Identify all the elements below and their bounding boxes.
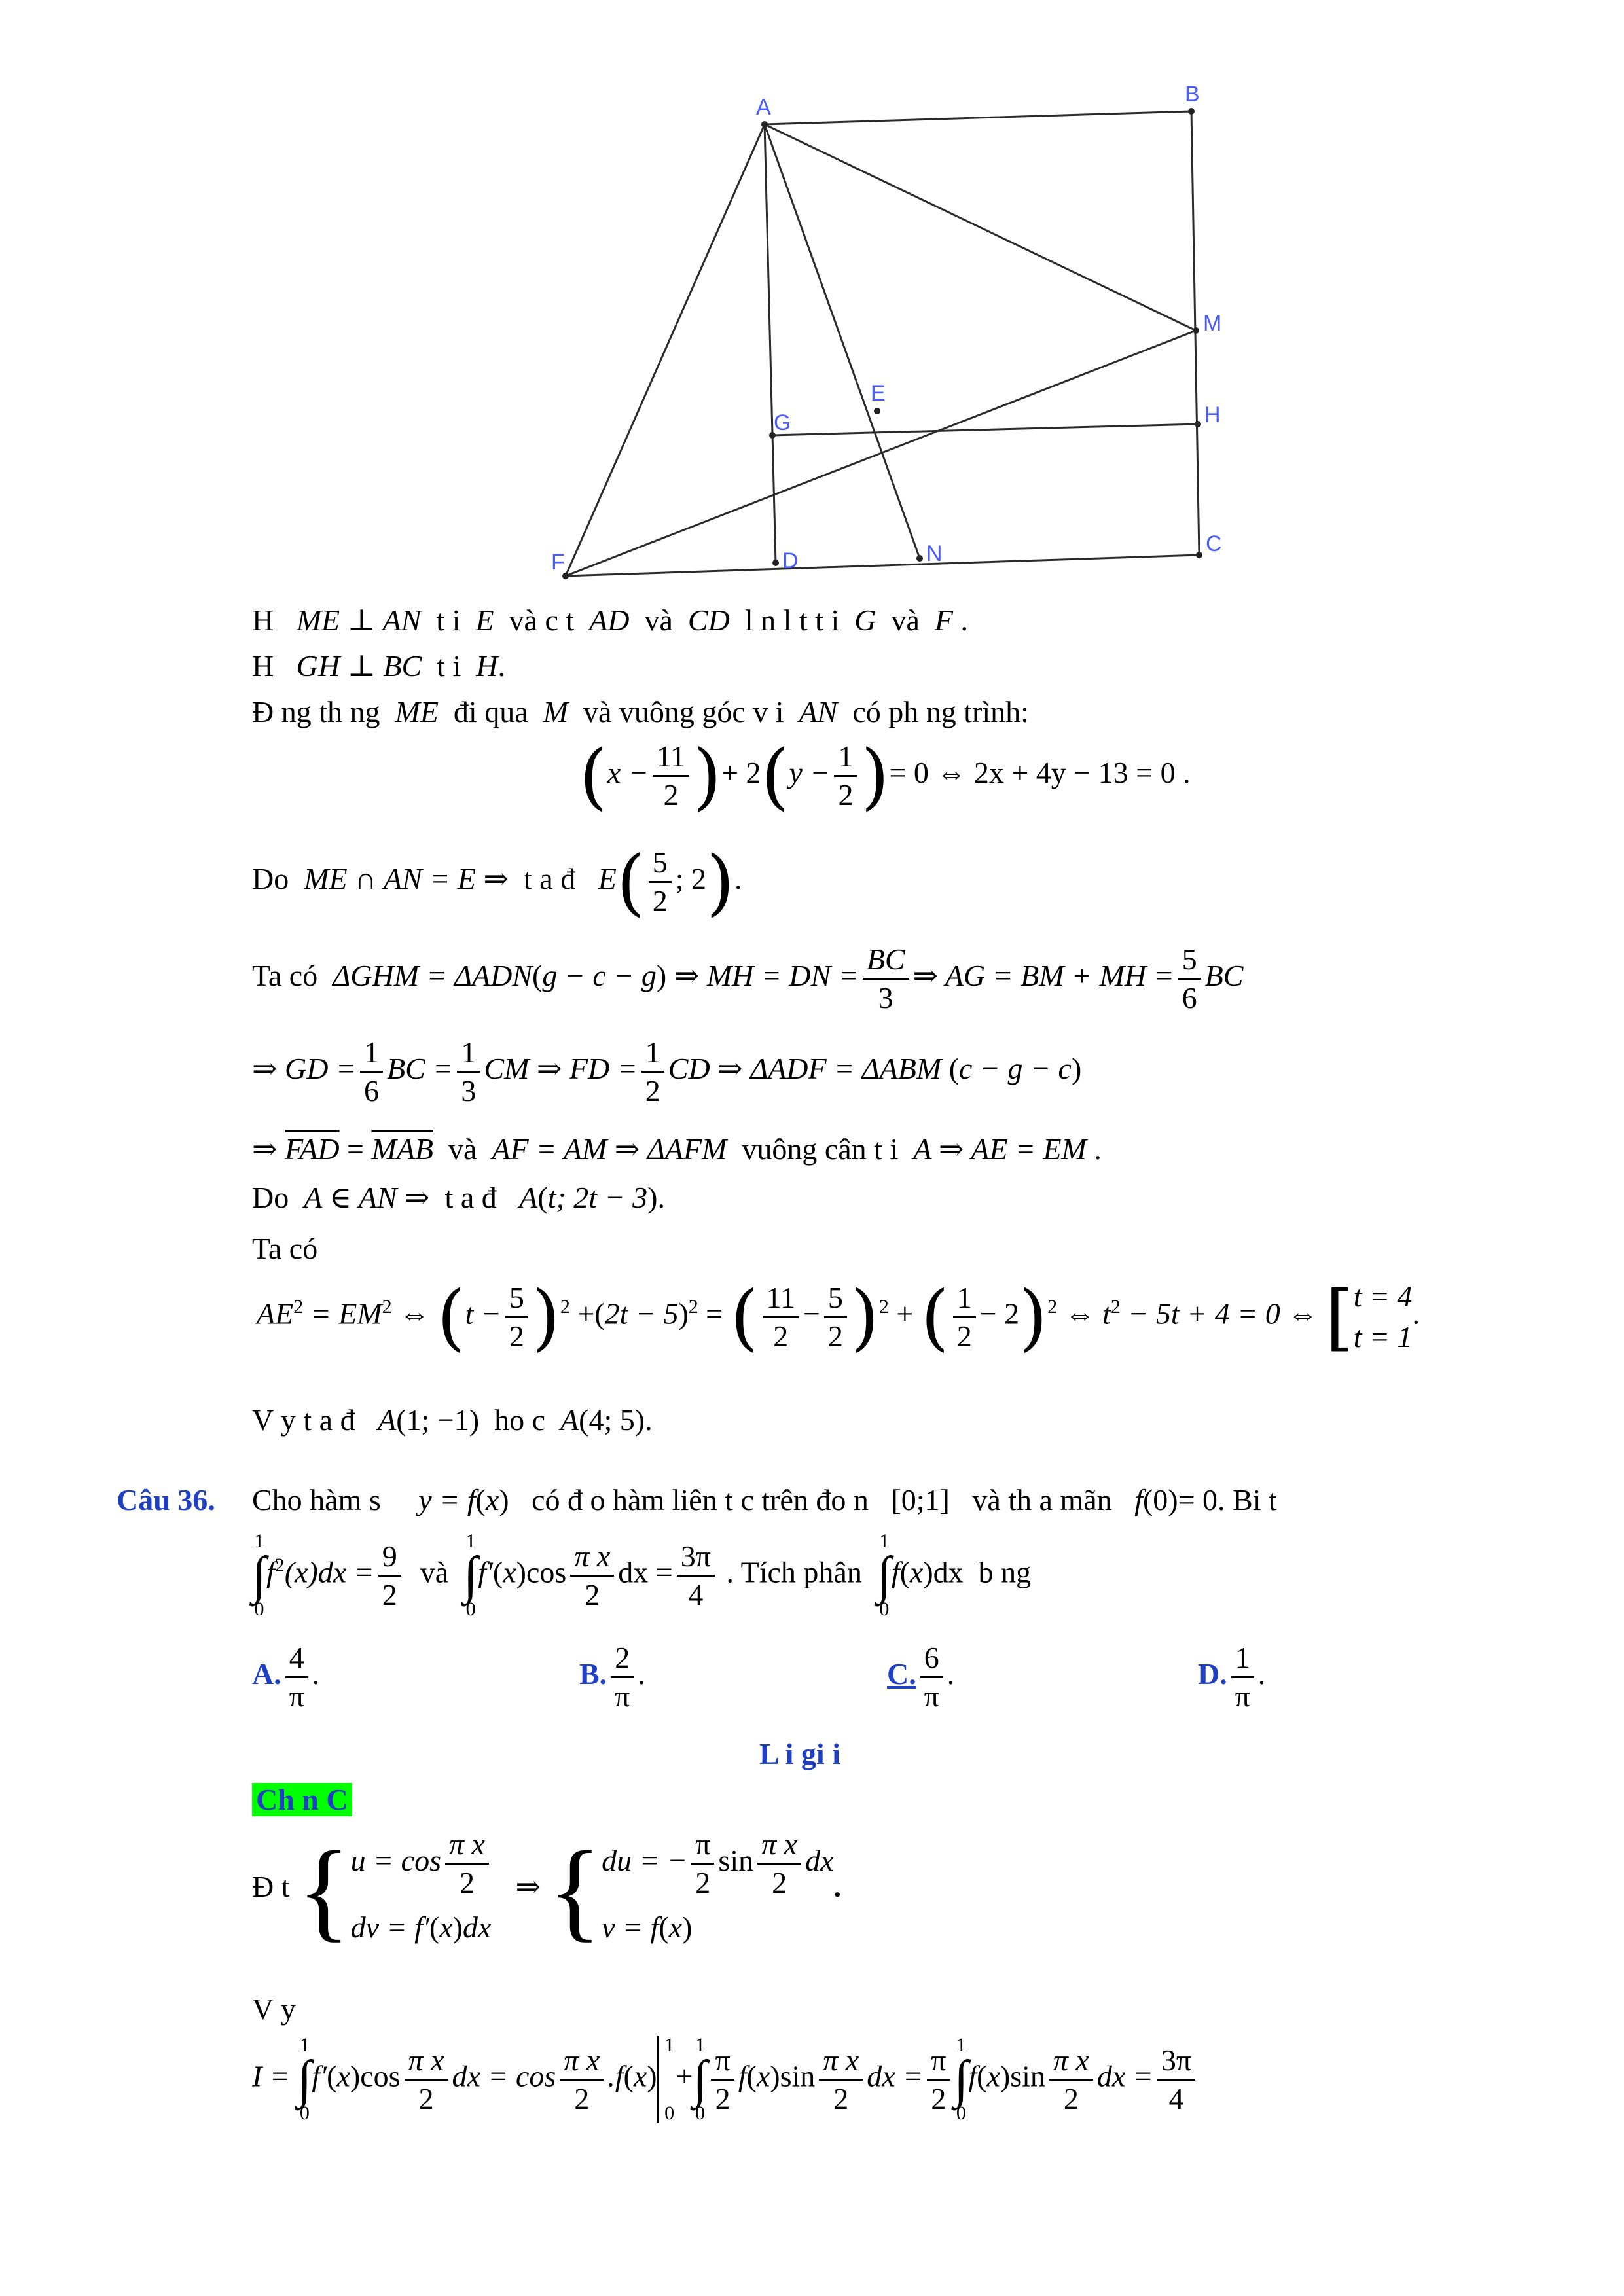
question-label: Câu 36. [117, 1483, 215, 1516]
text: Đ ng th ng [252, 695, 380, 728]
solution-line-7 [252, 1130, 1102, 1169]
math: du = − [602, 1844, 688, 1878]
math: AE [257, 1297, 294, 1331]
lower-limit: 0 [956, 2102, 966, 2124]
text: và [891, 603, 920, 637]
sup: 2 [293, 1296, 304, 1318]
root-1: t = 4 [1353, 1280, 1413, 1313]
math: dx = [867, 2059, 924, 2093]
solution-line-4: Do ME ∩ AN = E ⇒ t a đ E( $\frac{5}{2}$ ; 2). [252, 840, 742, 924]
num: 9 [378, 1538, 401, 1577]
den: 2 [827, 1319, 843, 1353]
num: 1 [1231, 1640, 1254, 1678]
den: 2 [931, 2081, 947, 2115]
label-c: C [1206, 531, 1222, 556]
math: t − [465, 1297, 501, 1331]
den: 6 [1182, 981, 1197, 1014]
den: π [1235, 1679, 1250, 1713]
option-d[interactable] [1198, 1640, 1265, 1715]
text: . [312, 1657, 320, 1691]
math: A [560, 1403, 579, 1437]
math: x [503, 1555, 516, 1589]
lower-limit: 0 [465, 1598, 476, 1620]
sup: 2 [382, 1296, 392, 1318]
answer-highlight: Ch n C [252, 1783, 352, 1816]
math: H [476, 649, 498, 683]
num: 5 [824, 1280, 847, 1318]
math: dx [933, 1555, 964, 1589]
math: 2t − 5 [604, 1297, 679, 1331]
math: E [475, 603, 494, 637]
text: . [1412, 1297, 1420, 1331]
text: và [448, 1132, 477, 1166]
math: = [706, 1297, 723, 1331]
math: AF = AM ⇒ ΔAFM [492, 1132, 727, 1166]
math: g − c − g [542, 959, 657, 993]
sup: 2 [688, 1296, 698, 1318]
text: b ng [978, 1555, 1032, 1589]
option-key: C. [887, 1657, 916, 1691]
math: + [577, 1297, 595, 1331]
math: 0 [1153, 1483, 1168, 1516]
math: F [934, 603, 953, 637]
math: sin [718, 1844, 754, 1878]
option-b[interactable] [579, 1640, 645, 1715]
text: l n l t t i [744, 603, 840, 637]
math: x [986, 2059, 1000, 2093]
segment-af [566, 124, 765, 576]
math: = 0. Bi t [1178, 1483, 1277, 1516]
question-line-2: 1 ∫ 0 $f^2(x)dx$ = $\frac{9}{2}$ và 1 ∫ 0 f′(x)cos $\frac{\text{π x}}{2}$ dx = $\frac{3\pi}{4}$ . Tích phân 1 ∫ 0 f(x)dx b ng [252, 1530, 1032, 1620]
num: 1 [360, 1034, 383, 1073]
num: 11 [653, 738, 689, 777]
den: 2 [773, 1319, 789, 1353]
text: . [1257, 1657, 1266, 1691]
segment-gh [772, 424, 1198, 435]
text: t a đ [524, 862, 576, 896]
text: . [833, 1870, 841, 1904]
math: CM ⇒ FD = [484, 1052, 638, 1086]
math: + [676, 2059, 693, 2093]
den: 2 [772, 1866, 787, 1899]
text: và vuông góc v i [583, 695, 784, 728]
math: ⇒ GD = [252, 1052, 357, 1086]
text: . [638, 1657, 645, 1691]
den: 2 [956, 1319, 972, 1353]
solution-line-1 [252, 601, 968, 640]
num: 1 [641, 1034, 664, 1073]
sup: 2 [1110, 1296, 1121, 1318]
text: Do [252, 862, 289, 896]
den: 2 [695, 1866, 711, 1899]
den: π [289, 1679, 304, 1713]
num: π [927, 2042, 950, 2081]
math: = [347, 1132, 364, 1166]
option-a[interactable] [252, 1640, 319, 1715]
math: A ∈ AN ⇒ [304, 1181, 430, 1214]
math: f [266, 1555, 275, 1589]
math: y − [789, 756, 831, 790]
math: (x)dx = [284, 1555, 374, 1589]
angle-mab: $\overline{MAB}$ [371, 1132, 434, 1166]
math: f′ [478, 1555, 493, 1589]
den: 2 [715, 2081, 731, 2115]
math: ME ⊥ AN [296, 603, 422, 637]
segment-am [765, 124, 1196, 331]
text: V y [252, 1992, 296, 2026]
solution-line-3 [252, 692, 1029, 732]
solution-line-10: V y t a đ A(1; −1) ho c A(4; 5). [252, 1403, 653, 1437]
text: và [420, 1555, 449, 1589]
text: ho c [494, 1403, 546, 1437]
den: 2 [838, 778, 854, 812]
math: cos [360, 2059, 401, 2093]
segment-an [765, 124, 920, 558]
math: x [439, 1910, 453, 1944]
math: f [1134, 1483, 1143, 1516]
num: π x [405, 2042, 448, 2081]
math: ⇒ MH = DN = [674, 959, 859, 993]
den: 2 [459, 1866, 475, 1899]
solution-line-5: Ta có ΔGHM = ΔADN(g − c − g) ⇒ MH = DN = $\frac{BC}{3}$ ⇒ AG = BM + MH = $\frac{5}{6}$ BC [252, 941, 1243, 1016]
lower-limit: 0 [695, 2102, 706, 2124]
math: x [668, 1910, 683, 1944]
angle-fad: $\overline{FAD}$ [285, 1132, 340, 1166]
num: π [691, 1826, 714, 1865]
solution-line-8: Do A ∈ AN ⇒ t a đ A(t; 2t − 3). [252, 1181, 665, 1214]
text: . [1094, 1132, 1102, 1166]
den: 4 [1168, 2081, 1184, 2115]
math: ⇔ [399, 1297, 430, 1331]
math: A [519, 1181, 538, 1214]
den: 2 [585, 1577, 600, 1611]
math: ⇔ t [1064, 1297, 1111, 1331]
math: A ⇒ AE = EM [913, 1132, 1087, 1166]
upper-limit: 1 [695, 2034, 706, 2056]
text: Ta có [252, 1232, 318, 1265]
label-h: H [1204, 403, 1221, 427]
text: và [644, 603, 673, 637]
math: dx [463, 1910, 492, 1944]
math: AD [589, 603, 630, 637]
math: u = cos [350, 1844, 441, 1878]
substitution: Đ t { u = cos $\frac{\text{π x}}{2}$ dv = f′(x)dx ⇒ { du = − $\frac{\pi}{2}$ sin $\frac{\text{π x}}{2}$ dx v = f(x) . [252, 1827, 841, 1952]
label-n: N [926, 541, 943, 566]
text: H [252, 603, 274, 637]
math: 4; 5 [588, 1403, 635, 1437]
math: − 5t + 4 = 0 ⇔ [1128, 1297, 1318, 1331]
math: y = f [418, 1483, 476, 1516]
text: . [657, 1181, 665, 1214]
num: 3π [1157, 2042, 1195, 2081]
text: . [645, 1403, 653, 1437]
den: 2 [418, 2081, 434, 2115]
math: I = [252, 2059, 290, 2093]
solution-line-2 [252, 647, 505, 686]
math: + 2 [721, 756, 761, 790]
num: 1 [457, 1034, 480, 1073]
math: A [378, 1403, 397, 1437]
math: v = f [602, 1910, 659, 1944]
text: V y t a đ [252, 1403, 355, 1437]
label-b: B [1185, 82, 1200, 107]
num: π [711, 2042, 734, 2081]
math: dx = [618, 1555, 673, 1589]
math: .f [607, 2059, 624, 2093]
geometry-figure [537, 79, 1276, 589]
den: 2 [833, 2081, 849, 2115]
label-m: M [1203, 311, 1222, 336]
solution-line-6: ⇒ GD = $\frac{1}{6}$ BC = $\frac{1}{3}$ CM ⇒ FD = $\frac{1}{2}$ CD ⇒ ΔADF = ΔABM (c − g − c) [252, 1034, 1081, 1109]
math: ME ∩ AN = E ⇒ [304, 862, 509, 896]
den: 4 [688, 1577, 704, 1611]
sup: 2 [274, 1554, 285, 1577]
den: 3 [461, 1074, 477, 1107]
upper-limit: 1 [254, 1530, 264, 1552]
den: 2 [509, 1319, 524, 1353]
equation-me: (x − $\frac{11}{2}$ )+ 2(y − $\frac{1}{2}$ )= 0 ⇔ 2x + 4y − 13 = 0 . [579, 734, 1191, 818]
math: t; 2t − 3 [547, 1181, 648, 1214]
math: 1; −1 [406, 1403, 469, 1437]
math: ; 2 [675, 862, 707, 896]
label-f: F [551, 550, 565, 575]
den: π [924, 1679, 939, 1713]
math: M [543, 695, 568, 728]
num: 2 [611, 1640, 634, 1678]
text: vuông cân t i [742, 1132, 899, 1166]
text: t a đ [444, 1181, 497, 1214]
math: dv = f′ [350, 1910, 429, 1944]
math: 0;1 [901, 1483, 940, 1516]
text: H [252, 649, 274, 683]
option-key: A. [252, 1657, 281, 1691]
math: − 2 [979, 1297, 1020, 1331]
num: 4 [285, 1640, 308, 1678]
chosen-answer [252, 1780, 352, 1820]
segment-ab [765, 111, 1191, 124]
text: Cho hàm s [252, 1483, 381, 1516]
lower-limit: 0 [879, 1598, 890, 1620]
math: = EM [310, 1297, 382, 1331]
label-e: E [871, 381, 886, 406]
den: 2 [382, 1577, 397, 1611]
den: 2 [645, 1074, 660, 1107]
equation-ae-em: $AE^2 = EM^2$ ⇔ (t − $\frac{5}{2}$ )$^2 +(2t - 5)^2$ = ( $\frac{11}{2}$ − $\frac{5}{2}$ )$^2$ + ( $\frac{1}{2}$ − 2)$^2$ ⇔ $t^2 - 5t + 4 = 0$ ⇔ [ t = 4 t = 1 . [257, 1275, 1420, 1359]
math: AN [799, 695, 838, 728]
math: + [896, 1297, 914, 1331]
math: f [968, 2059, 977, 2093]
text: có ph ng trình: [852, 695, 1029, 728]
text: có đ o hàm liên t c trên đo n [532, 1483, 869, 1516]
math: GH ⊥ BC [296, 649, 422, 683]
num: BC [863, 941, 909, 980]
solution-line-9 [252, 1229, 317, 1268]
math: x [909, 1555, 924, 1589]
segment-mf [566, 331, 1196, 576]
den: 6 [364, 1074, 380, 1107]
num: π x [570, 1538, 614, 1577]
math: dx [805, 1844, 834, 1878]
den: π [615, 1679, 630, 1713]
math: f′ [312, 2059, 327, 2093]
text: Ta có [252, 959, 318, 993]
math: ⇒ [252, 1132, 278, 1166]
sup: 2 [878, 1296, 889, 1318]
num: π x [1049, 2042, 1093, 2081]
math: ΔGHM = ΔADN [333, 959, 533, 993]
text: và c t [509, 603, 575, 637]
root-2: t = 1 [1353, 1320, 1413, 1354]
num: π x [560, 2042, 604, 2081]
num: π x [757, 1826, 801, 1865]
upper-limit: 1 [465, 1530, 476, 1552]
math: f [738, 2059, 747, 2093]
math: dx = [1096, 2059, 1153, 2093]
solution-title: L i gi i [759, 1737, 840, 1770]
text: . [734, 862, 742, 896]
text: t i [437, 649, 461, 683]
math: BC [1204, 959, 1244, 993]
equation-integral: I = 1 ∫ 0 f′(x)cos $\frac{\text{π x}}{2}$ dx = cos $\frac{\text{π x}}{2}$ .f(x) 1 0 + 1 ∫ 0 $\frac{\pi}{2}$ f(x)sin $\frac{\text{π x}}{2}$ dx = $\frac{\pi}{2}$ 1 ∫ 0 f(x)sin $\frac{\text{π x}}{2}$ dx = $\frac{3\pi}{4}$ [252, 2036, 1199, 2123]
text: Đ t [252, 1870, 290, 1904]
lower-limit: 0 [664, 2102, 675, 2124]
num: 5 [505, 1280, 528, 1318]
num: π x [445, 1826, 489, 1865]
math: x [485, 1483, 499, 1516]
math: = 0 ⇔ 2x + 4y − 13 = 0 . [889, 756, 1191, 790]
num: 1 [953, 1280, 976, 1318]
math: − [803, 1297, 820, 1331]
math: f [891, 1555, 900, 1589]
num: 5 [1178, 941, 1201, 980]
text: Do [252, 1181, 289, 1214]
math: CD [687, 603, 730, 637]
num: 5 [649, 844, 672, 883]
text: t i [436, 603, 461, 637]
upper-limit: 1 [664, 2034, 675, 2056]
math: x [336, 2059, 350, 2093]
den: 2 [574, 2081, 590, 2115]
math: ⇒ AG = BM + MH = [912, 959, 1174, 993]
text: . [960, 603, 968, 637]
upper-limit: 1 [299, 2034, 310, 2056]
den: 3 [878, 981, 893, 1014]
label-g: G [774, 410, 791, 435]
lower-limit: 0 [254, 1598, 264, 1620]
num: π x [819, 2042, 863, 2081]
option-key: D. [1198, 1657, 1227, 1691]
math: c − g − c [959, 1052, 1072, 1086]
math: x − [607, 756, 649, 790]
math: cos [526, 1555, 567, 1589]
upper-limit: 1 [879, 1530, 890, 1552]
math: x [756, 2059, 770, 2093]
label-a: A [756, 95, 771, 120]
den: 2 [652, 884, 668, 918]
text: đi qua [453, 695, 528, 728]
num: 3π [677, 1538, 715, 1577]
option-key: B. [579, 1657, 607, 1691]
num: 11 [763, 1280, 799, 1318]
math: G [854, 603, 876, 637]
text: và th a mãn [972, 1483, 1112, 1516]
math: sin [780, 2059, 816, 2093]
den: 2 [1063, 2081, 1079, 2115]
question-line-1: Cho hàm s y = f(x) có đ o hàm liên t c trên đo n [0;1] và th a mãn f(0)= 0. Bi t [252, 1483, 1277, 1516]
math: sin [1010, 2059, 1045, 2093]
option-c[interactable] [887, 1640, 954, 1715]
math: ⇒ [515, 1870, 541, 1904]
math: x [633, 2059, 647, 2093]
text: . Tích phân [726, 1555, 862, 1589]
math: ME [395, 695, 439, 728]
math: CD ⇒ ΔADF = ΔABM [668, 1052, 942, 1086]
label-d: D [782, 548, 799, 573]
sup: 2 [1047, 1296, 1058, 1318]
num: 1 [834, 738, 857, 777]
upper-limit: 1 [956, 2034, 966, 2056]
vay-line [252, 1990, 296, 2029]
text: . [947, 1657, 955, 1691]
num: 6 [920, 1640, 943, 1678]
segment-cf [566, 555, 1199, 576]
sup: 2 [560, 1296, 570, 1318]
math: dx = cos [452, 2059, 556, 2093]
den: 2 [663, 778, 679, 812]
text: . [497, 649, 506, 683]
math: BC = [387, 1052, 454, 1086]
lower-limit: 0 [299, 2102, 310, 2124]
math: E [598, 862, 617, 896]
